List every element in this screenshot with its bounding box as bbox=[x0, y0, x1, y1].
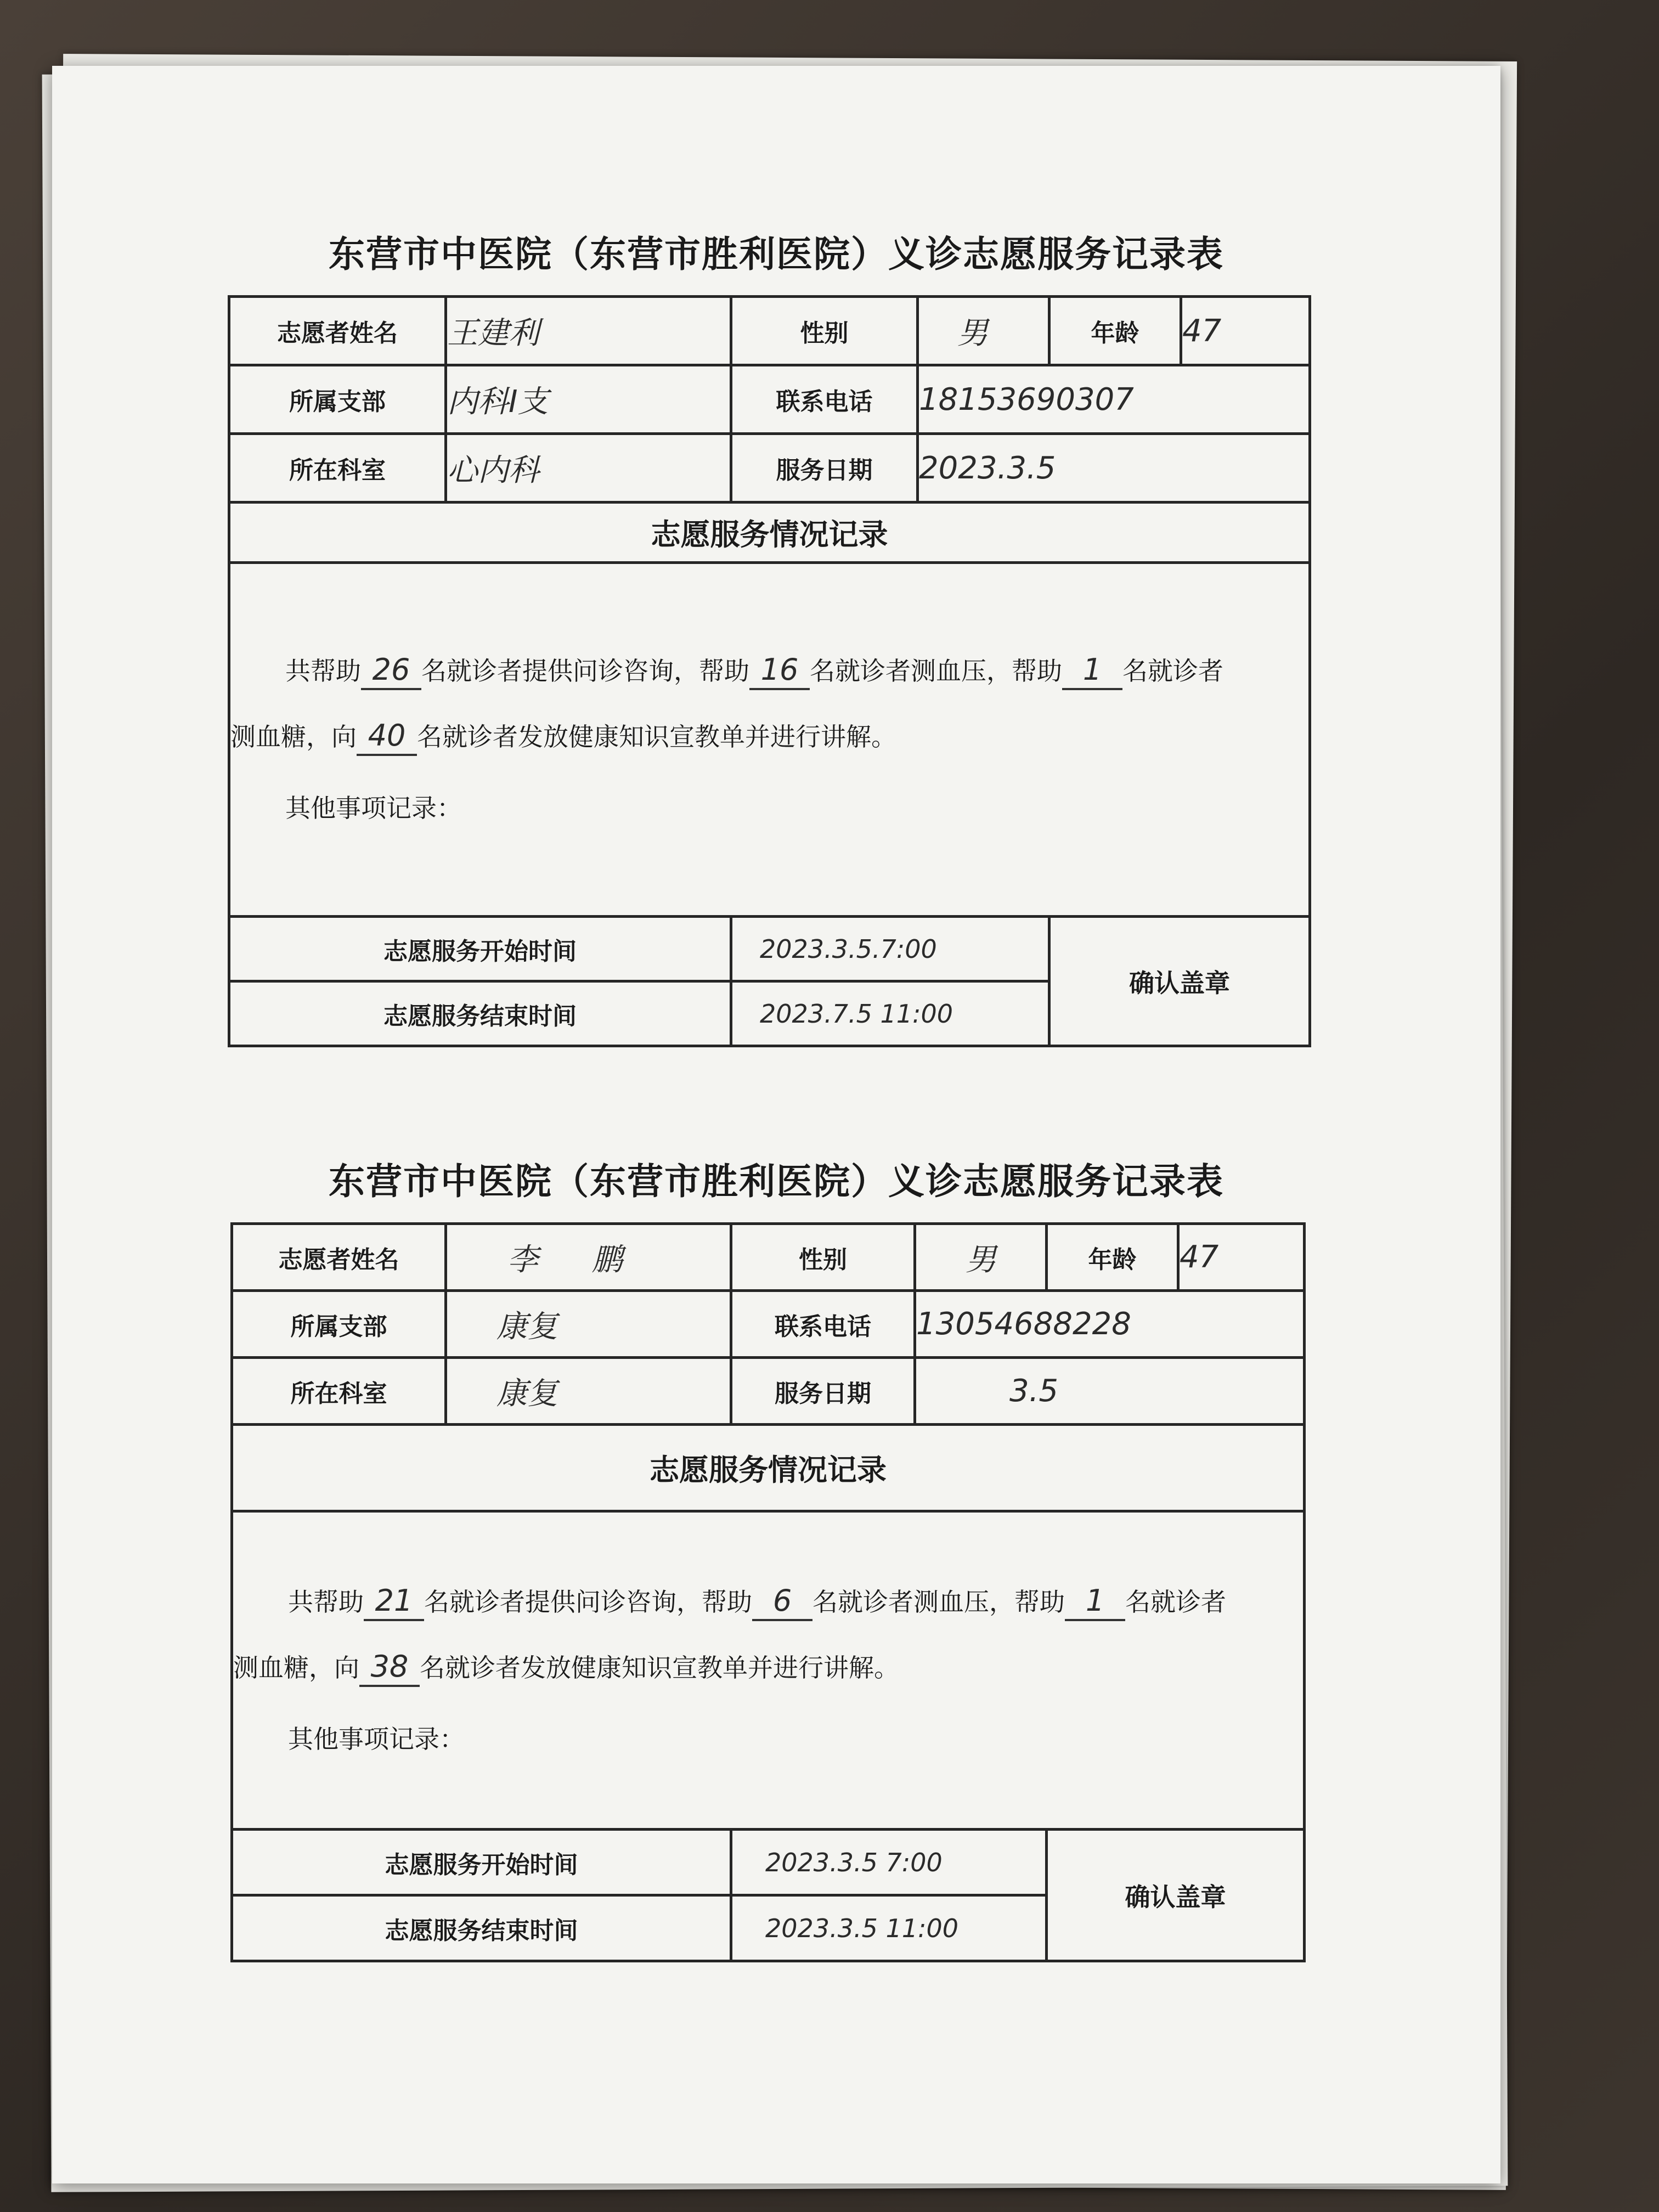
record-line-1 bbox=[233, 1569, 1303, 1635]
table-row bbox=[229, 297, 1310, 365]
blood-pressure-count: 16 bbox=[749, 655, 810, 690]
start-time-label: 志愿服务开始时间 bbox=[232, 1830, 731, 1895]
record-text: 名就诊者 bbox=[1125, 1587, 1226, 1617]
table-row bbox=[232, 1830, 1305, 1895]
gender-label: 性别 bbox=[731, 1224, 915, 1291]
service-date-label: 服务日期 bbox=[731, 1358, 915, 1425]
blood-sugar-count: 1 bbox=[1062, 655, 1122, 690]
branch-label: 所属支部 bbox=[229, 365, 446, 434]
start-time-value: 2023.3.5.7:00 bbox=[731, 917, 1049, 981]
name-label: 志愿者姓名 bbox=[229, 297, 446, 365]
record-body bbox=[229, 563, 1310, 917]
table-row bbox=[232, 1425, 1305, 1511]
age-label: 年龄 bbox=[1049, 297, 1181, 365]
end-time-value: 2023.3.5 11:00 bbox=[731, 1895, 1047, 1961]
phone-value: 18153690307 bbox=[918, 365, 1310, 434]
section-heading: 志愿服务情况记录 bbox=[229, 503, 1310, 563]
end-time-label: 志愿服务结束时间 bbox=[232, 1895, 731, 1961]
service-date-value: 3.5 bbox=[915, 1358, 1305, 1425]
form-title: 东营市中医院（东营市胜利医院）义诊志愿服务记录表 bbox=[329, 1160, 1224, 1203]
start-time-value: 2023.3.5 7:00 bbox=[731, 1830, 1047, 1895]
phone-label: 联系电话 bbox=[731, 1291, 915, 1358]
record-text: 名就诊者提供问诊咨询，帮助 bbox=[424, 1587, 752, 1617]
leaflet-count: 38 bbox=[359, 1652, 420, 1687]
table-row bbox=[232, 1511, 1305, 1830]
table-row bbox=[229, 503, 1310, 563]
record-text: 名就诊者发放健康知识宣教单并进行讲解。 bbox=[417, 722, 896, 752]
record-text: 测血糖，向 bbox=[230, 722, 357, 752]
consult-count: 21 bbox=[364, 1586, 424, 1621]
other-matters-label: 其他事项记录： bbox=[285, 793, 462, 823]
age-value: 47 bbox=[1181, 297, 1310, 365]
table-row bbox=[232, 1291, 1305, 1358]
record-text: 共帮助 bbox=[285, 656, 361, 686]
blood-pressure-count: 6 bbox=[752, 1586, 812, 1621]
section-heading: 志愿服务情况记录 bbox=[232, 1425, 1305, 1511]
start-time-label: 志愿服务开始时间 bbox=[229, 917, 731, 981]
name-label: 志愿者姓名 bbox=[232, 1224, 446, 1291]
department-value: 康复 bbox=[446, 1358, 731, 1425]
stamp-area: 确认盖章 bbox=[1049, 917, 1310, 1046]
leaflet-count: 40 bbox=[357, 721, 417, 756]
service-date-value: 2023.3.5 bbox=[918, 434, 1310, 503]
branch-label: 所属支部 bbox=[232, 1291, 446, 1358]
table-row bbox=[232, 1224, 1305, 1291]
name-value: 王建利 bbox=[446, 297, 731, 365]
department-value: 心内科 bbox=[446, 434, 731, 503]
blood-sugar-count: 1 bbox=[1065, 1586, 1125, 1621]
table-row bbox=[229, 563, 1310, 917]
end-time-label: 志愿服务结束时间 bbox=[229, 981, 731, 1046]
department-label: 所在科室 bbox=[232, 1358, 446, 1425]
record-text: 共帮助 bbox=[288, 1587, 364, 1617]
record-line-2 bbox=[230, 704, 1308, 770]
form-title: 东营市中医院（东营市胜利医院）义诊志愿服务记录表 bbox=[329, 233, 1224, 275]
record-text: 名就诊者测血压，帮助 bbox=[812, 1587, 1065, 1617]
table-row bbox=[229, 917, 1310, 981]
record-text: 测血糖，向 bbox=[233, 1652, 359, 1683]
record-body bbox=[232, 1511, 1305, 1830]
gender-label: 性别 bbox=[731, 297, 918, 365]
stamp-area: 确认盖章 bbox=[1047, 1830, 1305, 1961]
gender-value: 男 bbox=[918, 297, 1049, 365]
record-text: 名就诊者 bbox=[1122, 656, 1223, 686]
gender-value: 男 bbox=[915, 1224, 1047, 1291]
record-line-2 bbox=[233, 1635, 1303, 1701]
record-text: 名就诊者提供问诊咨询，帮助 bbox=[421, 656, 749, 686]
record-text: 名就诊者发放健康知识宣教单并进行讲解。 bbox=[420, 1652, 899, 1683]
paper-sheet bbox=[52, 66, 1500, 2183]
phone-label: 联系电话 bbox=[731, 365, 918, 434]
age-label: 年龄 bbox=[1047, 1224, 1178, 1291]
name-value: 李 鹏 bbox=[446, 1224, 731, 1291]
record-table bbox=[230, 1222, 1306, 1962]
phone-value: 13054688228 bbox=[915, 1291, 1305, 1358]
table-row bbox=[232, 1358, 1305, 1425]
other-matters-label: 其他事项记录： bbox=[288, 1724, 465, 1754]
age-value: 47 bbox=[1178, 1224, 1305, 1291]
service-date-label: 服务日期 bbox=[731, 434, 918, 503]
table-row bbox=[229, 365, 1310, 434]
record-line-1 bbox=[230, 638, 1308, 704]
consult-count: 26 bbox=[361, 655, 421, 690]
end-time-value: 2023.7.5 11:00 bbox=[731, 981, 1049, 1046]
branch-value: 康复 bbox=[446, 1291, 731, 1358]
branch-value: 内科Ⅰ支 bbox=[446, 365, 731, 434]
record-text: 名就诊者测血压，帮助 bbox=[810, 656, 1062, 686]
department-label: 所在科室 bbox=[229, 434, 446, 503]
table-row bbox=[229, 434, 1310, 503]
record-table bbox=[228, 295, 1311, 1047]
